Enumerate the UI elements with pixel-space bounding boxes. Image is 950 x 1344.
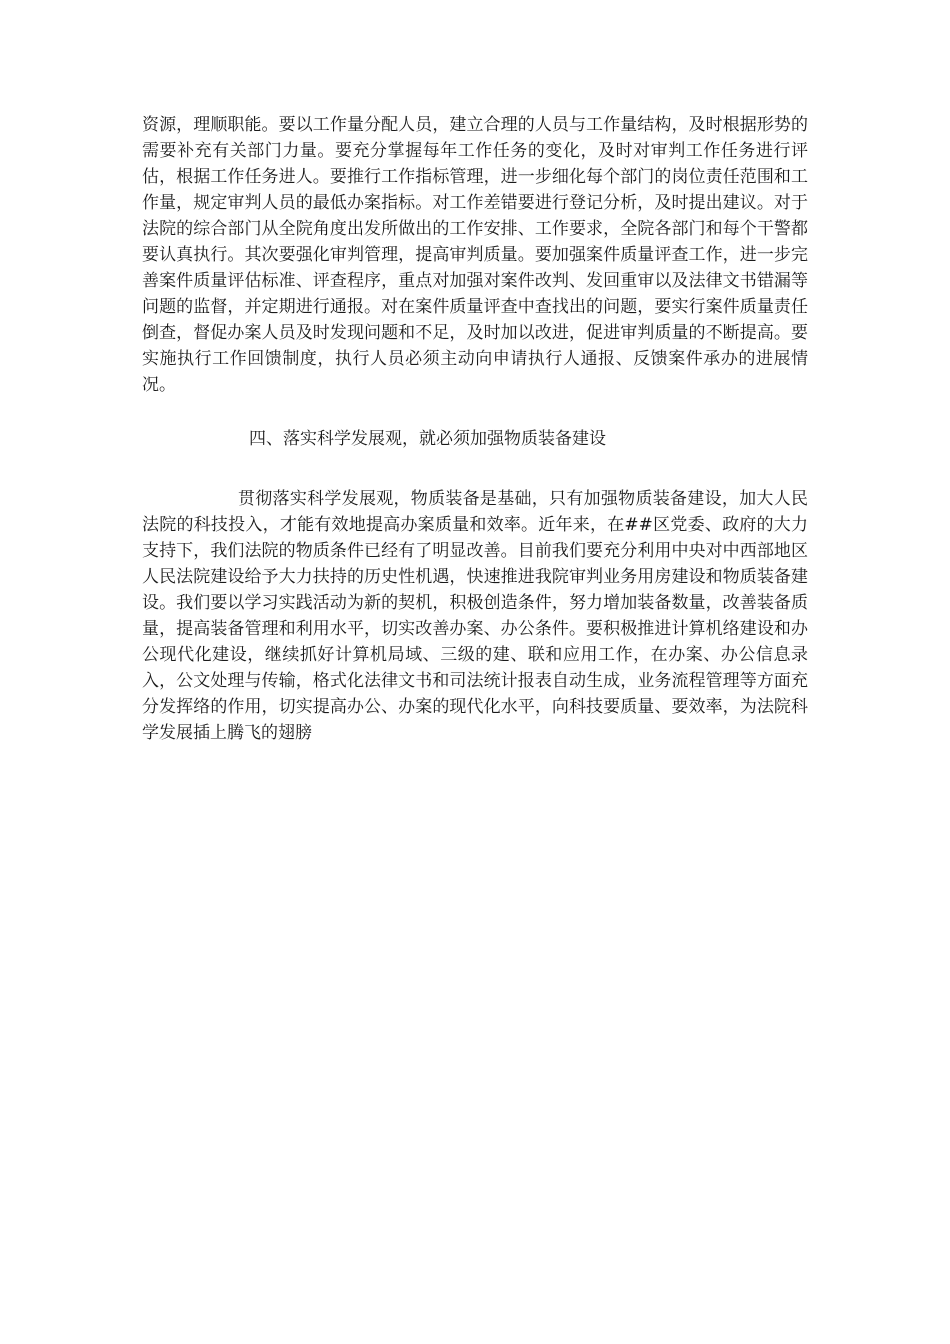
body-paragraph-2: 贯彻落实科学发展观，物质装备是基础，只有加强物质装备建设，加大人民法院的科技投入，才能有效地提高办案质量和效率。近年来，在##区党委、政府的大力支持下，我们法院的物质条件已经有了明显改善。目前我们要充分利用中央对中西部地区人民法院建设给予大力扶持的历史性机遇，快速推进我院审判业务用房建设和物质装备建设。我们要以学习实践活动为新的契机，积极创造条件，努力增加装备数量，改善装备质量，提高装备管理和利用水平，切实改善办案、办公条件。要积极推进计算机络建设和办公现代化建设，继续抓好计算机局域、三级的建、联和应用工作，在办案、办公信息录入，公文处理与传输，格式化法律文书和司法统计报表自动生成，业务流程管理等方面充分发挥络的作用，切实提高办公、办案的现代化水平，向科技要质量、要效率，为法院科学发展插上腾飞的翅膀 — [142, 489, 808, 743]
spacer — [142, 452, 808, 486]
spacer — [142, 398, 808, 426]
section-heading: 四、落实科学发展观，就必须加强物质装备建设 — [249, 429, 606, 449]
body-paragraph-1: 资源，理顺职能。要以工作量分配人员，建立合理的人员与工作量结构，及时根据形势的需要补充有关部门力量。要充分掌握每年工作任务的变化，及时对审判工作任务进行评估，根据工作任务进人。要推行工作指标管理，进一步细化每个部门的岗位责任范围和工作量，规定审判人员的最低办案指标。对工作差错要进行登记分析，及时提出建议。对于法院的综合部门从全院角度出发所做出的工作安排、工作要求，全院各部门和每个干警都要认真执行。其次要强化审判管理，提高审判质量。要加强案件质量评查工作，进一步完善案件质量评估标准、评查程序，重点对加强对案件改判、发回重审以及法律文书错漏等问题的监督，并定期进行通报。对在案件质量评查中查找出的问题，要实行案件质量责任倒查，督促办案人员及时发现问题和不足，及时加以改进，促进审判质量的不断提高。要实施执行工作回馈制度，执行人员必须主动向申请执行人通报、反馈案件承办的进展情况。 — [142, 115, 808, 395]
document-page — [142, 112, 808, 746]
